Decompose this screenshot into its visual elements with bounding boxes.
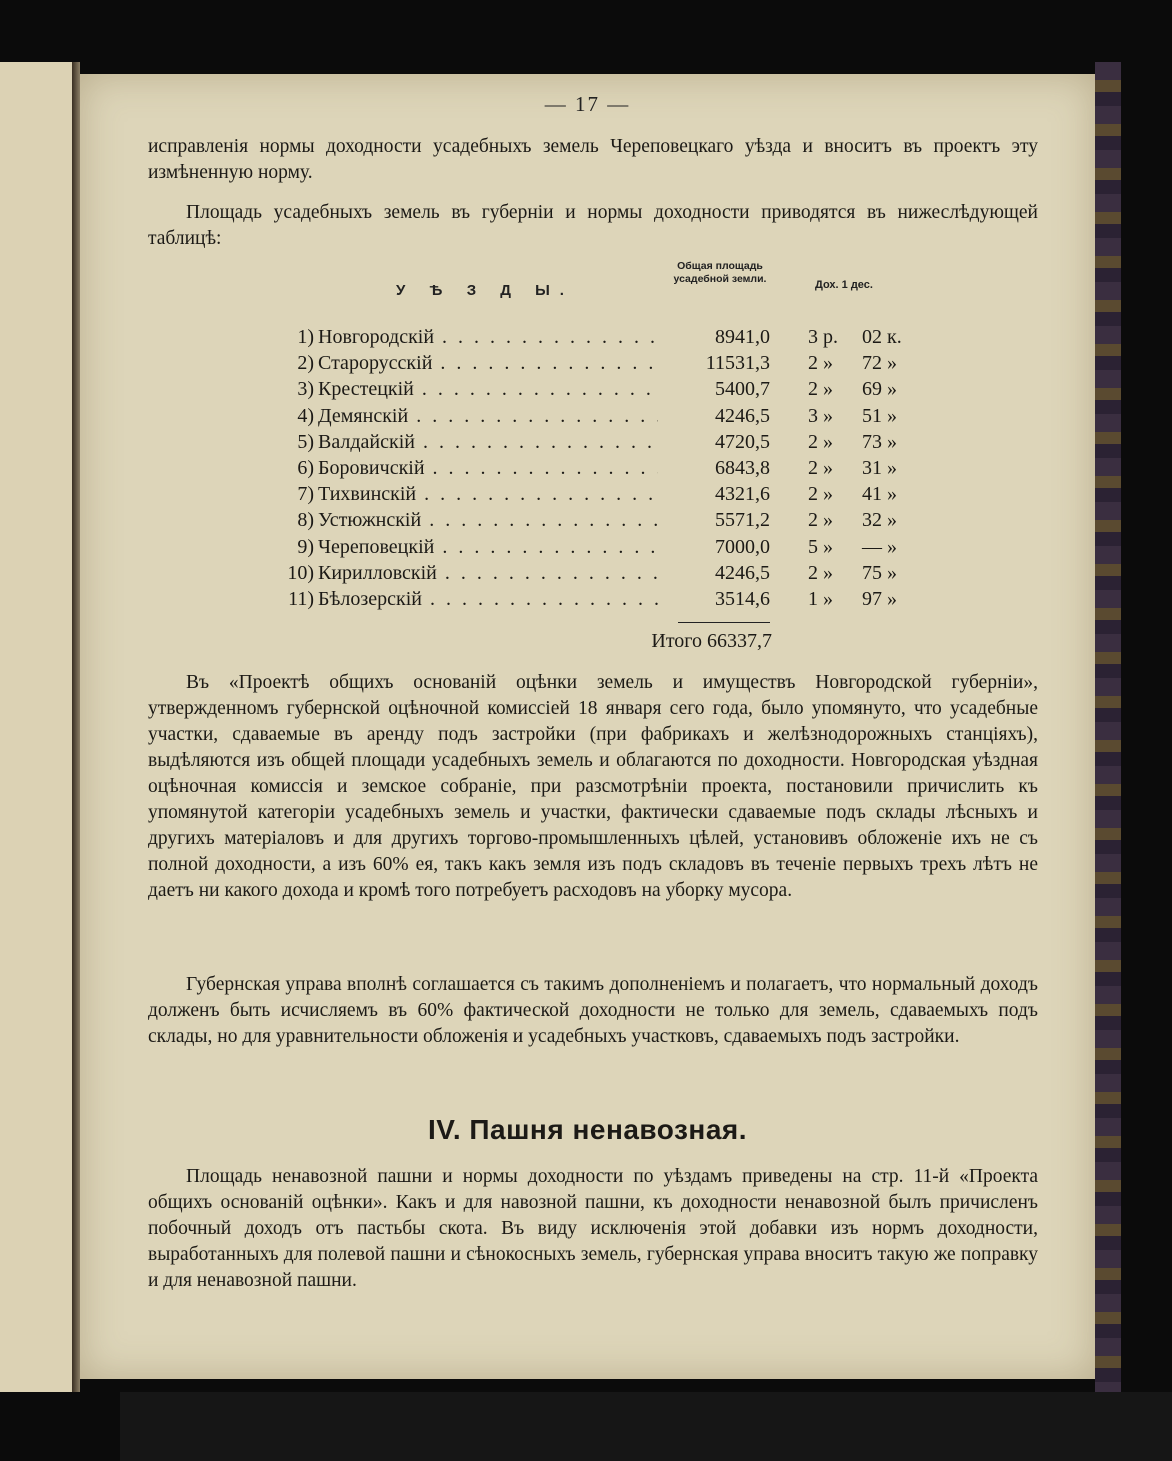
- yield-kopecks: 51 »: [862, 404, 897, 427]
- row-number: 11): [288, 587, 314, 610]
- yield-rubles: 2 »: [808, 483, 833, 506]
- page-number: — 17 —: [544, 92, 631, 116]
- table-row: [278, 431, 918, 457]
- district-name: Крестецкій . . .: [318, 378, 658, 401]
- yield-rubles: 2 »: [808, 430, 833, 453]
- table-row: [278, 536, 918, 562]
- scan-background: [120, 1392, 1172, 1461]
- yield-kopecks: 41 »: [862, 483, 897, 506]
- section-title: IV. Пашня ненавозная.: [427, 1114, 748, 1145]
- paragraph-3: Въ «Проектѣ общихъ основаній оцѣнки земель и имуществъ Новгородской губерніи», утвержденномъ губернской оцѣночной комиссіей 18 января сего года, было упомянуто, что усадебные участки, сдаваемые въ аренду подъ застройки (при фабрикахъ и желѣзнодорожныхъ станціяхъ), выдѣляются изъ общей площади усадебныхъ земель и облагаются по доходности. Новгородская уѣздная оцѣночная комиссія и земское собраніе, при разсмотрѣніи проекта, постановили причислить къ упомянутой категоріи усадебныхъ земель и участки, фактически сдаваемые подъ склады лѣсныхъ и другихъ матеріаловъ и для другихъ торгово-промышленныхъ цѣлей, установивъ обложеніе ихъ не съ полной доходности, а изъ 60% ея, такъ какъ земля изъ подъ складовъ въ теченіе первыхъ трехъ лѣтъ не даетъ ни какого дохода и кромѣ того потребуетъ расходовъ на уборку мусора.: [148, 672, 1038, 901]
- district-table: [278, 326, 918, 614]
- book-cover-edge: [1095, 62, 1121, 1392]
- district-name: Старорусскій . . .: [318, 352, 658, 375]
- yield-kopecks: 75 »: [862, 561, 897, 584]
- yield-rubles: 2 »: [808, 456, 833, 479]
- paragraph-4: Губернская управа вполнѣ соглашается съ такимъ дополненіемъ и полагаетъ, что нормальный доходъ долженъ быть исчисляемъ въ 60% фактической доходности не только для земель, сдаваемыхъ подъ склады, но для уравнительности обложенія и усадебныхъ участковъ, сдаваемыхъ подъ застройки.: [148, 974, 1038, 1047]
- district-area: 4720,5: [715, 430, 770, 453]
- yield-rubles: 2 »: [808, 561, 833, 584]
- district-name: Валдайскій . . .: [318, 431, 658, 454]
- table-row: [278, 457, 918, 483]
- total-rule: [678, 622, 770, 623]
- district-name: Бѣлозерскій . . .: [318, 588, 658, 611]
- table-row: [278, 326, 918, 352]
- district-name: Демянскій . . .: [318, 405, 658, 428]
- row-number: 1): [297, 326, 314, 348]
- district-area: 4246,5: [715, 561, 770, 584]
- district-area: 7000,0: [715, 535, 770, 558]
- yield-kopecks: 72 »: [862, 352, 897, 375]
- row-number: 5): [297, 430, 314, 453]
- table-row: [278, 588, 918, 614]
- paragraph-5: Площадь ненавозной пашни и нормы доходности по уѣздамъ приведены на стр. 11-й «Проекта общихъ основаній оцѣнки». Какъ и для навозной пашни, къ доходности ненавозной былъ причисленъ побочный доходъ отъ пастьбы скота. Въ виду исключенія этой добавки изъ нормъ доходности, выработанныхъ для полевой пашни и сѣнокосныхъ земель, губернская управа вноситъ такую же поправку и для ненавозной пашни.: [148, 1166, 1038, 1291]
- table-total: Итого 66337,7: [651, 630, 772, 652]
- yield-rubles: 3 р.: [808, 326, 838, 348]
- left-page-edge: [0, 62, 75, 1392]
- table-header-area: Общая площадь усадебной земли.: [673, 260, 767, 285]
- yield-kopecks: 02 к.: [862, 326, 902, 348]
- table-row: [278, 405, 918, 431]
- yield-kopecks: 73 »: [862, 430, 897, 453]
- table-row: [278, 562, 918, 588]
- district-name: Новгородскій . . .: [318, 326, 658, 349]
- yield-kopecks: 97 »: [862, 587, 897, 610]
- row-number: 7): [297, 483, 314, 506]
- district-name: Кирилловскій . . .: [318, 562, 658, 585]
- yield-kopecks: 31 »: [862, 456, 897, 479]
- table-row: [278, 352, 918, 378]
- district-area: 11531,3: [705, 352, 770, 375]
- yield-rubles: 2 »: [808, 352, 833, 375]
- row-number: 10): [287, 561, 314, 584]
- yield-rubles: 2 »: [808, 509, 833, 532]
- district-area: 5571,2: [715, 509, 770, 532]
- district-name: Боровичскій . . .: [318, 457, 658, 480]
- district-name: Череповецкій . . .: [318, 536, 658, 559]
- district-area: 6843,8: [715, 456, 770, 479]
- district-name: Тихвинскій . . .: [318, 483, 658, 506]
- yield-rubles: 1 »: [808, 587, 833, 610]
- yield-rubles: 5 »: [808, 535, 833, 558]
- row-number: 6): [297, 456, 314, 479]
- table-header-districts: У Ѣ З Д Ы.: [396, 282, 574, 299]
- row-number: 3): [297, 378, 314, 401]
- yield-kopecks: — »: [862, 535, 897, 558]
- table-row: [278, 509, 918, 535]
- district-area: 5400,7: [715, 378, 770, 401]
- table-row: [278, 483, 918, 509]
- yield-rubles: 2 »: [808, 378, 833, 401]
- table-header-yield: Дох. 1 дес.: [815, 279, 873, 291]
- district-area: 3514,6: [715, 587, 770, 610]
- row-number: 2): [297, 352, 314, 375]
- yield-kopecks: 32 »: [862, 509, 897, 532]
- row-number: 9): [297, 535, 314, 558]
- district-area: 4246,5: [715, 404, 770, 427]
- district-name: Устюжнскій . . .: [318, 509, 658, 532]
- district-area: 4321,6: [715, 483, 770, 506]
- book-page: [80, 74, 1095, 1379]
- book-spine: [72, 62, 80, 1392]
- row-number: 4): [297, 404, 314, 427]
- yield-kopecks: 69 »: [862, 378, 897, 401]
- paragraph-1: исправленія нормы доходности усадебныхъ земель Череповецкаго уѣзда и вноситъ въ проектъ эту измѣненную норму.: [148, 136, 1038, 183]
- table-row: [278, 378, 918, 404]
- paragraph-2: Площадь усадебныхъ земель въ губерніи и нормы доходности приводятся въ нижеслѣдующей таблицѣ:: [148, 202, 1038, 249]
- district-area: 8941,0: [715, 326, 770, 348]
- yield-rubles: 3 »: [808, 404, 833, 427]
- row-number: 8): [297, 509, 314, 532]
